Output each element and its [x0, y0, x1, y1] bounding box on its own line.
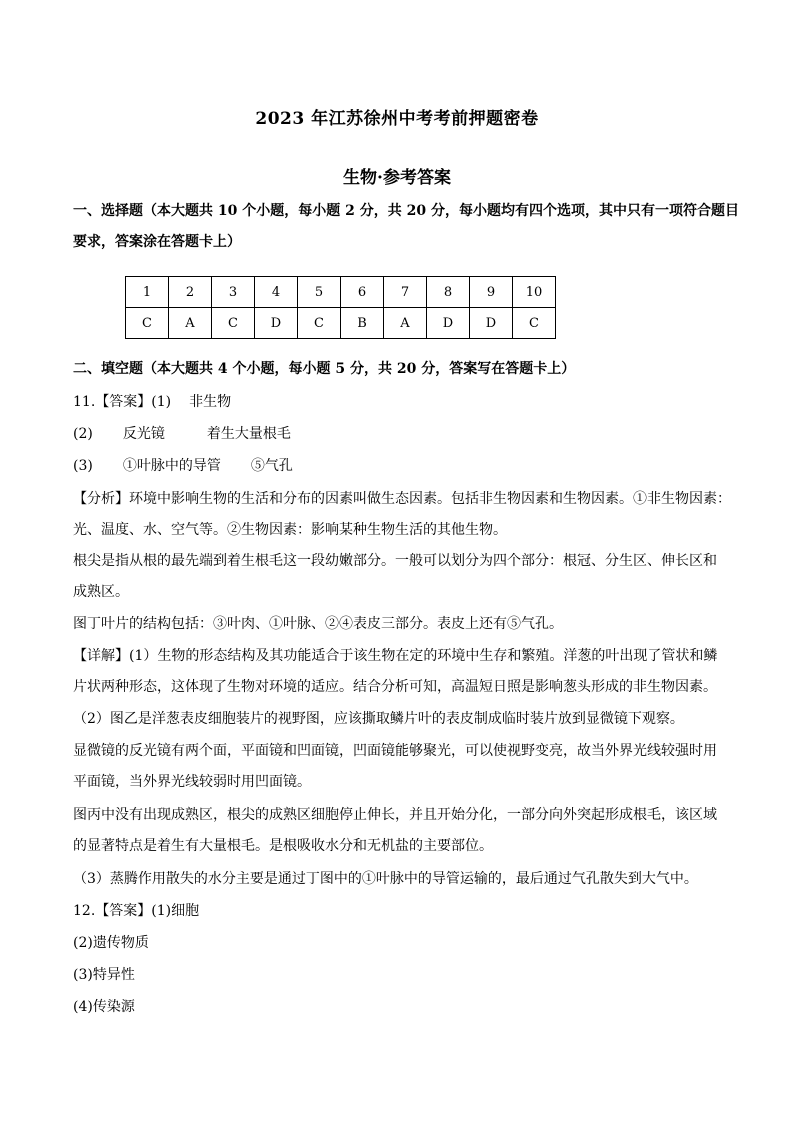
- document-subtitle: 生物·参考答案: [343, 168, 451, 188]
- q11-detail-line4: 显微镜的反光镜有两个面，平面镜和凹面镜，凹面镜能够聚光，可以使视野变亮，故当外界光线较强时用: [73, 743, 717, 759]
- q11-analysis-line4: 成熟区。: [73, 584, 129, 600]
- q11-answer-2a: 反光镜: [122, 426, 165, 442]
- q11-analysis-line5: 图丁叶片的结构包括：③叶肉、①叶脉、②④表皮三部分。表皮上还有⑤气孔。: [73, 616, 563, 632]
- q12-answer-line3: (3)特异性: [73, 967, 135, 983]
- q11-head: 11.【答案】(1): [73, 394, 172, 410]
- q11-detail-line6: 图丙中没有出现成熟区，根尖的成熟区细胞停止伸长，并且开始分化，一部分向外突起形成根毛，该区域: [73, 807, 717, 823]
- table-cell: 7: [384, 277, 427, 308]
- document-title: 2023 年江苏徐州中考考前押题密卷: [255, 109, 539, 129]
- q11-detail-line2: 片状两种形态，这体现了生物对环境的适应。结合分析可知，高温短日照是影响葱头形成的非生物因素。: [73, 679, 717, 695]
- q11-detail-line8: （3）蒸腾作用散失的水分主要是通过丁图中的①叶脉中的导管运输的，最后通过气孔散失到大气中。: [73, 871, 698, 887]
- q11-detail-line7: 的显著特点是着生有大量根毛。是根吸收水分和无机盐的主要部位。: [73, 838, 493, 854]
- q11-answer-line2: [73, 424, 725, 444]
- table-cell: 2: [169, 277, 212, 308]
- table-row-numbers: [126, 277, 556, 308]
- q11-analysis-line2: 光、温度、水、空气等。②生物因素：影响某种生物生活的其他生物。: [73, 522, 507, 538]
- table-cell: D: [255, 308, 298, 339]
- q12-answer-line2: (2)遗传物质: [73, 935, 149, 951]
- q11-analysis-line3: 根尖是指从根的最先端到着生根毛这一段幼嫩部分。一般可以划分为四个部分：根冠、分生区、伸长区和: [73, 553, 717, 569]
- q11-analysis-line1: 【分析】环境中影响生物的生活和分布的因素叫做生态因素。包括非生物因素和生物因素。①非生物因素：: [73, 491, 731, 507]
- q11-num-2: (2): [73, 426, 93, 442]
- table-cell: C: [212, 308, 255, 339]
- q11-num-3: (3): [73, 458, 93, 474]
- section1-heading-line1: 一、选择题（本大题共 10 个小题，每小题 2 分，共 20 分，每小题均有四个选项，其中只有一项符合题目: [73, 203, 739, 219]
- q11-answer-line3: [73, 456, 725, 476]
- q12-answer-line4: (4)传染源: [73, 999, 135, 1015]
- answer-table: [125, 276, 556, 339]
- table-cell: C: [298, 308, 341, 339]
- table-cell: C: [513, 308, 556, 339]
- table-cell: 10: [513, 277, 556, 308]
- q11-answer-2b: 着生大量根毛: [206, 426, 291, 442]
- q11-answer-3a: ①叶脉中的导管: [122, 458, 221, 474]
- table-cell: 8: [427, 277, 470, 308]
- table-cell: B: [341, 308, 384, 339]
- section2-heading: 二、填空题（本大题共 4 个小题，每小题 5 分，共 20 分，答案写在答题卡上）: [73, 361, 576, 377]
- table-cell: A: [169, 308, 212, 339]
- table-cell: 9: [470, 277, 513, 308]
- table-cell: C: [126, 308, 169, 339]
- q11-detail-line1: 【详解】(1）生物的形态结构及其功能适合于该生物在定的环境中生存和繁殖。洋葱的叶出现了管状和鳞: [73, 648, 718, 664]
- table-row-answers: [126, 308, 556, 339]
- section1-heading-line2: 要求，答案涂在答题卡上）: [73, 234, 241, 250]
- q12-answer-line1: 12.【答案】(1)细胞: [73, 903, 200, 919]
- table-cell: 6: [341, 277, 384, 308]
- table-cell: 1: [126, 277, 169, 308]
- q11-answer-line1: [73, 392, 725, 412]
- table-cell: D: [470, 308, 513, 339]
- table-cell: A: [384, 308, 427, 339]
- q11-detail-line3: （2）图乙是洋葱表皮细胞装片的视野图，应该撕取鳞片叶的表皮制成临时装片放到显微镜下观察。: [73, 711, 684, 727]
- table-cell: 4: [255, 277, 298, 308]
- q11-answer-1: 非生物: [189, 394, 232, 410]
- q11-detail-line5: 平面镜，当外界光线较弱时用凹面镜。: [73, 774, 311, 790]
- table-cell: D: [427, 308, 470, 339]
- table-cell: 3: [212, 277, 255, 308]
- table-cell: 5: [298, 277, 341, 308]
- q11-answer-3b: ⑤气孔: [250, 458, 293, 474]
